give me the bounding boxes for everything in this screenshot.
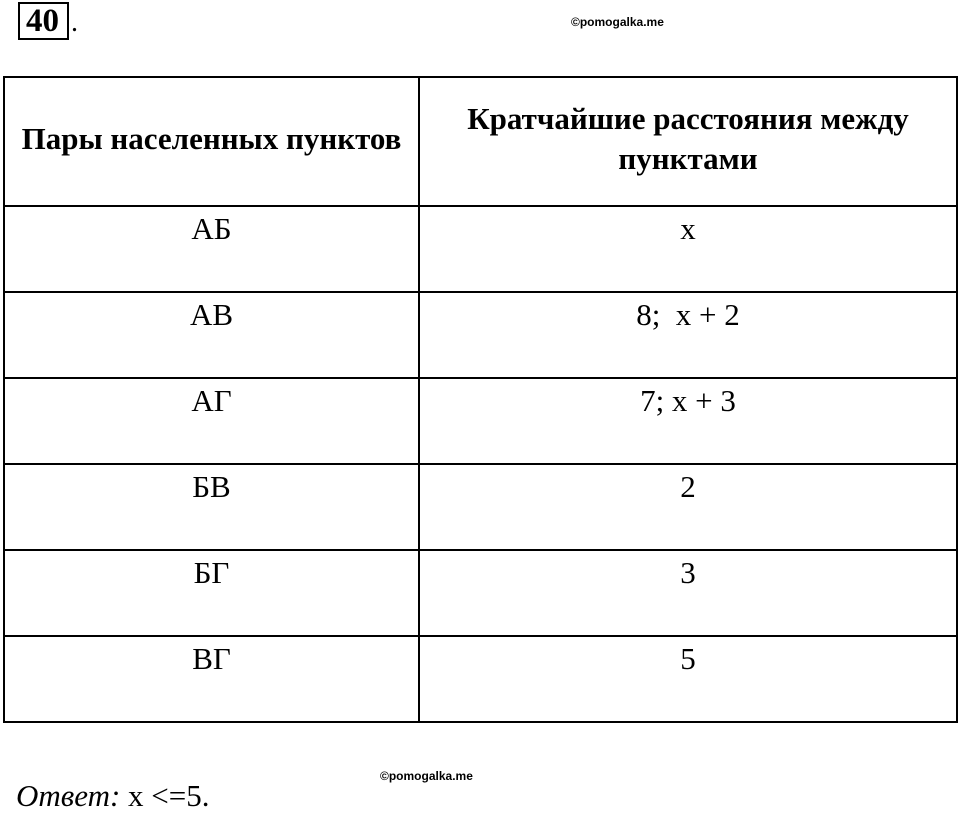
distance-table [3, 76, 958, 723]
watermark-bottom: ©pomogalka.me [380, 769, 473, 783]
distance-cell: 3 [419, 550, 957, 636]
distance-cell: 8; x + 2 [419, 292, 957, 378]
pair-cell: БВ [4, 464, 419, 550]
table-row [4, 378, 957, 464]
task-number-dot: . [71, 7, 78, 38]
pair-cell: ВГ [4, 636, 419, 722]
table-row [4, 292, 957, 378]
answer-label: Ответ: [16, 778, 121, 813]
distance-cell: 7; x + 3 [419, 378, 957, 464]
table-row [4, 550, 957, 636]
table-row [4, 636, 957, 722]
pair-cell: АБ [4, 206, 419, 292]
pair-cell: БГ [4, 550, 419, 636]
task-number [18, 2, 78, 40]
watermark-top: ©pomogalka.me [571, 15, 664, 29]
answer-value: x <=5. [120, 778, 210, 813]
table-row [4, 464, 957, 550]
task-number-box: 40 [18, 2, 69, 40]
distance-cell: 5 [419, 636, 957, 722]
header-distances: Кратчайшие расстояния между пунктами [419, 77, 957, 206]
pair-cell: АВ [4, 292, 419, 378]
table-row [4, 206, 957, 292]
distance-cell: x [419, 206, 957, 292]
table-header-row [4, 77, 957, 206]
distance-cell: 2 [419, 464, 957, 550]
answer [16, 778, 210, 814]
header-pairs: Пары населенных пунктов [4, 77, 419, 206]
pair-cell: АГ [4, 378, 419, 464]
